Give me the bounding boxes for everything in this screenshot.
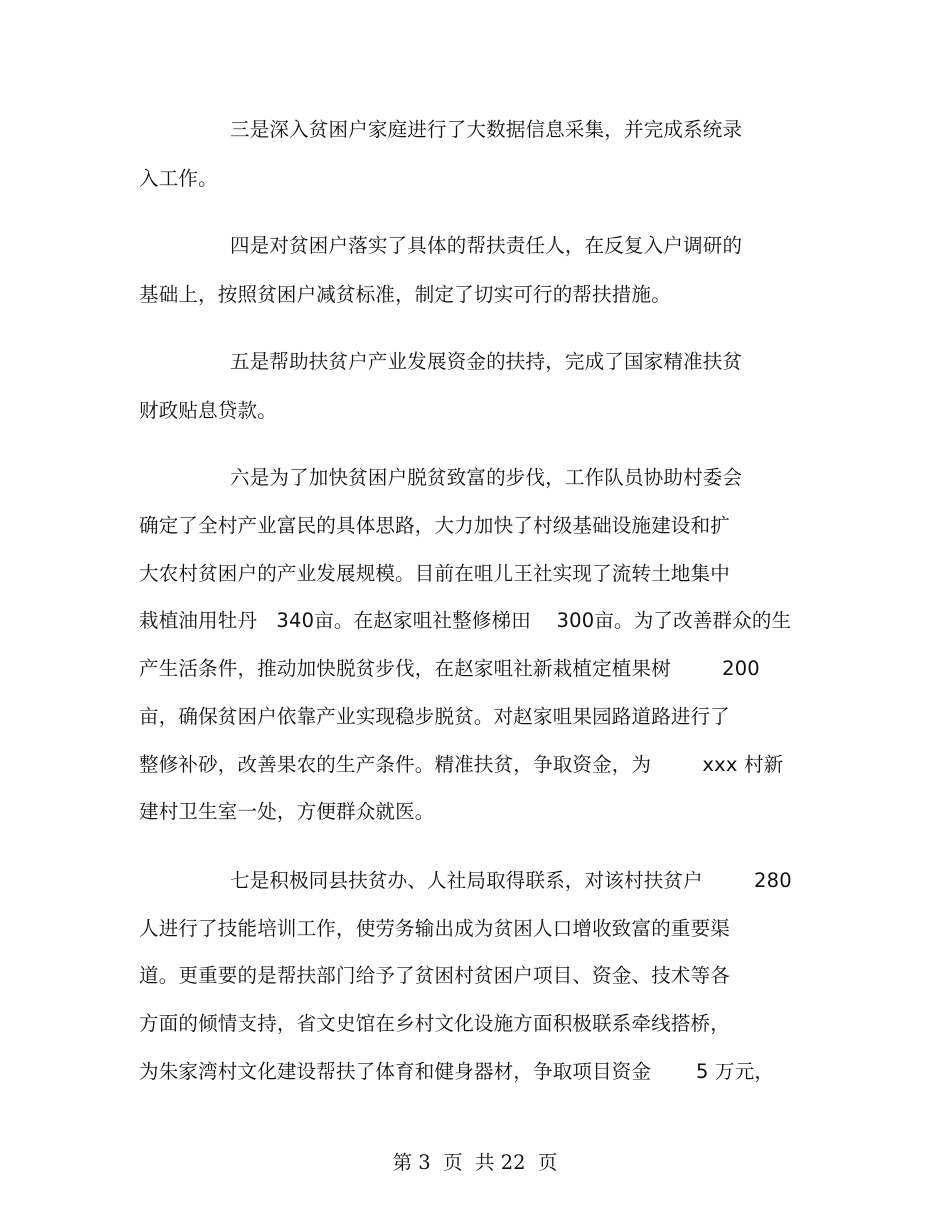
paragraph-3-line-2: 入工作。 [139, 167, 218, 190]
paragraph-6-line-4: 栽植油用牡丹 340亩。在赵家咀社整修梯田 300亩。为了改善群众的生 [139, 609, 792, 632]
paragraph-6-line-5: 产生活条件，推动加快脱贫步伐，在赵家咀社新栽植定植果树 200 [139, 657, 760, 680]
paragraph-7-line-2: 人进行了技能培训工作，使劳务输出成为贫困人口增收致富的重要渠 [139, 917, 731, 940]
paragraph-7-line-3: 道。更重要的是帮扶部门给予了贫困村贫困户项目、资金、技术等各 [139, 964, 731, 987]
paragraph-5-line-2: 财政贴息贷款。 [139, 399, 277, 422]
paragraph-4-line-1: 四是对贫困户落实了具体的帮扶责任人，在反复入户调研的 [230, 234, 743, 257]
paragraph-7-line-5: 为朱家湾村文化建设帮扶了体育和健身器材，争取项目资金 5 万元， [139, 1060, 775, 1083]
paragraph-7-line-1: 七是积极同县扶贫办、人社局取得联系，对该村扶贫户 280 [230, 869, 792, 892]
paragraph-6-line-1: 六是为了加快贫困户脱贫致富的步伐，工作队员协助村委会 [230, 466, 743, 489]
paragraph-5-line-1: 五是帮助扶贫户产业发展资金的扶持，完成了国家精准扶贫 [230, 350, 743, 373]
paragraph-4-line-2: 基础上，按照贫困户减贫标准，制定了切实可行的帮扶措施。 [139, 283, 671, 306]
paragraph-6-line-7: 整修补砂，改善果农的生产条件。精准扶贫，争取资金，为 xxx 村新 [139, 753, 784, 776]
page-number-footer: 第 3 页 共 22 页 [392, 1151, 558, 1174]
paragraph-6-line-8: 建村卫生室一处，方便群众就医。 [139, 800, 435, 823]
paragraph-6-line-3: 大农村贫困户的产业发展规模。目前在咀儿王社实现了流转土地集中 [139, 562, 731, 585]
paragraph-7-line-4: 方面的倾情支持，省文史馆在乡村文化设施方面积极联系牵线搭桥， [139, 1012, 731, 1035]
paragraph-3-line-1: 三是深入贫困户家庭进行了大数据信息采集，并完成系统录 [230, 118, 743, 141]
paragraph-6-line-2: 确定了全村产业富民的具体思路，大力加快了村级基础设施建设和扩 [139, 514, 731, 537]
paragraph-6-line-6: 亩，确保贫困户依靠产业实现稳步脱贫。对赵家咀果园路道路进行了 [139, 705, 731, 728]
